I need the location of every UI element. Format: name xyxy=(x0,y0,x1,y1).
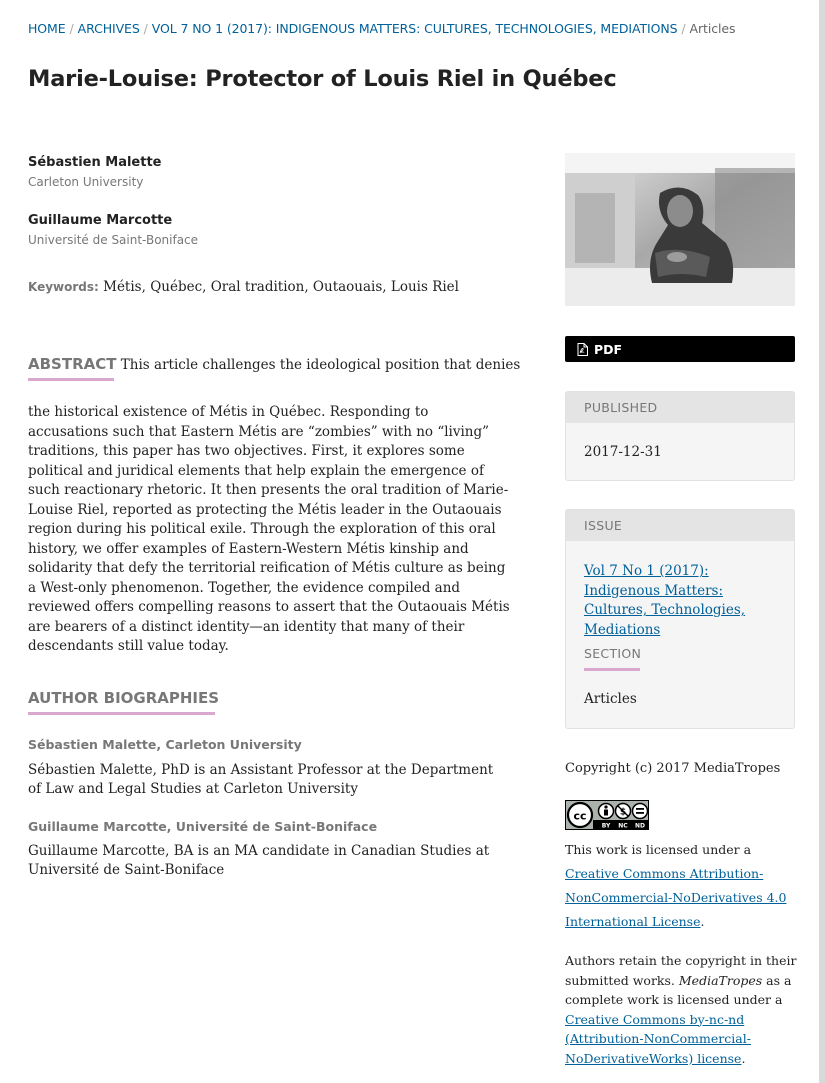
copyright-text: Copyright (c) 2017 MediaTropes xyxy=(565,761,781,776)
cc-badge-cc-text: cc xyxy=(573,809,587,823)
breadcrumb-archives-link[interactable]: ARCHIVES xyxy=(77,21,140,36)
copyright-retain-statement xyxy=(565,951,797,1068)
license-prefix: This work is licensed under a xyxy=(565,842,752,857)
abstract-heading xyxy=(28,355,520,373)
abstract-label: ABSTRACT xyxy=(28,355,117,373)
pdf-button-label: PDF xyxy=(594,341,623,357)
svg-text:$: $ xyxy=(619,807,627,818)
abstract-first-line: This article challenges the ideological position that denies xyxy=(120,357,521,373)
section-value: Articles xyxy=(584,691,637,707)
biographies-underline xyxy=(28,712,215,715)
published-panel xyxy=(565,391,795,481)
biographies-heading: AUTHOR BIOGRAPHIES xyxy=(28,689,220,707)
breadcrumb-issue-link[interactable]: VOL 7 NO 1 (2017): INDIGENOUS MATTERS: CULTURES, TECHNOLOGIES, MEDIATIONS xyxy=(151,21,678,36)
published-date: 2017-12-31 xyxy=(584,444,662,460)
article-title: Marie-Louise: Protector of Louis Riel in Québec xyxy=(28,66,617,92)
cc-badge-nd-text: ND xyxy=(634,822,646,830)
published-label: PUBLISHED xyxy=(566,392,794,423)
cc-badge-by-text: BY xyxy=(601,822,611,830)
section-underline xyxy=(584,668,640,671)
abstract-body: the historical existence of Métis in Québec. Responding to accusations such that Eastern Métis are “zombies” with no “living” traditions, this paper has two objectives. First, it explores some political and juridical elements that help explain the emergence of such reactionary rhetoric. It then presents the oral tradition of Marie-Louise Riel, reported as protecting the Métis leader in the Outaouais region during his political exile. Through the exploration of this oral history, we offer examples of Eastern-Western Métis kinship and solidarity that defy the territorial reification of Métis culture as being a West-only phenomenon. Together, the evidence compiled and reviewed offers compelling reasons to assert that the Outaouais Métis are bearers of a distinct identity—an identity that many of their descendants still value today. xyxy=(28,404,510,654)
breadcrumb-separator: / xyxy=(681,21,686,36)
cc-license-badge[interactable] xyxy=(565,800,649,830)
pdf-file-icon xyxy=(577,343,588,356)
retain-suffix: . xyxy=(741,1050,746,1066)
retain-license-link[interactable]: Creative Commons by-nc-nd (Attribution-NonCommercial-NoDerivativeWorks) license xyxy=(565,1011,751,1066)
author-affiliation: Université de Saint-Boniface xyxy=(28,233,199,247)
keywords-label: Keywords: xyxy=(28,280,99,294)
pdf-download-button[interactable] xyxy=(565,336,795,362)
author-name: Guillaume Marcotte xyxy=(28,213,173,228)
author-affiliation: Carleton University xyxy=(28,175,144,189)
breadcrumb-current: Articles xyxy=(689,21,736,36)
keywords xyxy=(28,279,459,295)
retain-middle: as a complete work is licensed under a xyxy=(565,972,792,1007)
retain-prefix: Authors retain the copyright in their submitted works. xyxy=(565,953,797,988)
license-suffix: . xyxy=(700,914,705,929)
page-edge xyxy=(819,0,825,1083)
cc-by-nc-nd-icon xyxy=(565,800,649,830)
license-statement xyxy=(565,838,797,934)
issue-panel xyxy=(565,509,795,729)
keywords-value: Métis, Québec, Oral tradition, Outaouais, Louis Riel xyxy=(103,279,459,295)
breadcrumb-separator: / xyxy=(69,21,74,36)
cc-badge-nc-text: NC xyxy=(618,822,628,830)
author-name: Sébastien Malette xyxy=(28,155,162,170)
retain-journal-name: MediaTropes xyxy=(678,972,763,988)
breadcrumb-separator: / xyxy=(143,21,148,36)
abstract-underline xyxy=(28,378,114,381)
bio-author-name: Sébastien Malette, Carleton University xyxy=(28,737,302,752)
section-label: SECTION xyxy=(584,646,642,661)
issue-link[interactable]: Vol 7 No 1 (2017): Indigenous Matters: Cultures, Technologies, Mediations xyxy=(584,563,746,638)
breadcrumb xyxy=(28,21,735,36)
issue-cover-image[interactable] xyxy=(565,153,795,306)
bio-author-name: Guillaume Marcotte, Université de Saint-Boniface xyxy=(28,819,378,834)
cover-photo-illustration xyxy=(565,153,795,306)
bio-author-text: Guillaume Marcotte, BA is an MA candidate in Canadian Studies at Université de Saint-Boniface xyxy=(28,843,490,878)
bio-author-text: Sébastien Malette, PhD is an Assistant Professor at the Department of Law and Legal Studies at Carleton University xyxy=(28,762,494,797)
issue-label: ISSUE xyxy=(566,510,794,541)
breadcrumb-home-link[interactable]: HOME xyxy=(28,21,66,36)
license-link[interactable]: Creative Commons Attribution-NonCommercial-NoDerivatives 4.0 International License xyxy=(565,866,787,929)
